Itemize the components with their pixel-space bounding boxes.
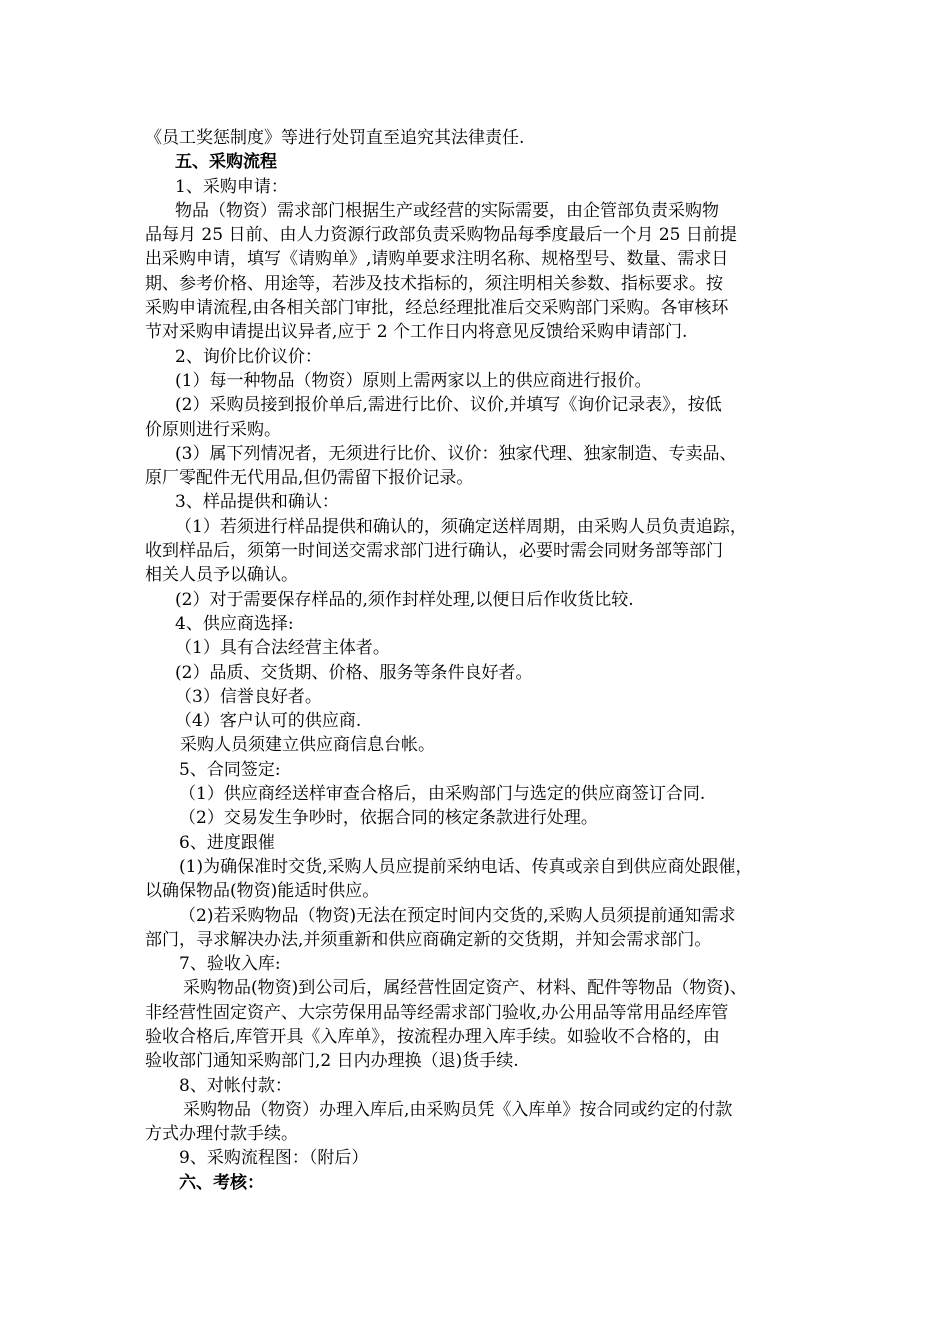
subsection-heading: 9、采购流程图：（附后） — [179, 1148, 369, 1169]
paragraph-line: 非经营性固定资产、大宗劳保用品等经需求部门验收,办公用品等常用品经库管 — [145, 1002, 729, 1023]
paragraph-line: 物品（物资）需求部门根据生产或经营的实际需要，由企管部负责采购物 — [175, 200, 719, 221]
text-line: 《员工奖惩制度》等进行处罚直至追究其法律责任. — [145, 128, 525, 148]
section-heading: 五、采购流程 — [175, 152, 277, 173]
subsection-heading: 8、对帐付款： — [179, 1075, 292, 1096]
list-item: (2）采购员接到报价单后,需进行比价、议价,并填写《询价记录表》，按低 — [175, 395, 722, 416]
list-item-continuation: 相关人员予以确认。 — [145, 565, 298, 586]
list-item: （2）交易发生争吵时，依据合同的核定条款进行处理。 — [179, 808, 598, 829]
subsection-heading: 2、询价比价议价： — [175, 346, 322, 367]
list-item: (1）每一种物品（物资）原则上需两家以上的供应商进行报价。 — [175, 370, 652, 391]
paragraph-line: 期、参考价格、用途等，若涉及技术指标的，须注明相关参数、指标要求。按 — [145, 273, 723, 294]
subsection-heading: 3、样品提供和确认： — [175, 492, 339, 513]
list-item-continuation: 以确保物品(物资)能适时供应。 — [145, 881, 380, 902]
list-item: （3）信誉良好者。 — [175, 686, 322, 707]
paragraph-line: 节对采购申请提出议异者,应于 2 个工作日内将意见反馈给采购申请部门. — [145, 322, 688, 343]
list-item: （1）供应商经送样审查合格后，由采购部门与选定的供应商签订合同. — [179, 784, 706, 805]
list-item-continuation: 价原则进行采购。 — [145, 419, 281, 440]
subsection-heading: 5、合同签定: — [179, 759, 281, 780]
section-heading: 六、考核： — [179, 1172, 264, 1193]
text-line: 采购人员须建立供应商信息台帐。 — [180, 735, 435, 756]
list-item-continuation: 收到样品后，须第一时间送交需求部门进行确认，必要时需会同财务部等部门 — [145, 541, 723, 562]
list-item: （4）客户认可的供应商. — [175, 711, 362, 732]
paragraph-line: 验收部门通知采购部门,2 日内办理换（退)货手续. — [145, 1051, 519, 1072]
subsection-heading: 6、进度跟催 — [179, 832, 275, 853]
list-item: （1）具有合法经营主体者。 — [175, 638, 390, 659]
list-item: (2）品质、交货期、价格、服务等条件良好者。 — [175, 662, 533, 683]
paragraph-line: 出采购申请，填写《请购单》,请购单要求注明名称、规格型号、数量、需求日 — [145, 249, 729, 270]
paragraph-line: 方式办理付款手续。 — [145, 1124, 298, 1145]
list-item: （2)若采购物品（物资)无法在预定时间内交货的,采购人员须提前通知需求 — [179, 905, 736, 926]
list-item-continuation: 部门，寻求解决办法,并须重新和供应商确定新的交货期，并知会需求部门。 — [145, 929, 712, 950]
subsection-heading: 7、验收入库: — [179, 954, 281, 975]
paragraph-line: 采购物品（物资）办理入库后,由采购员凭《入库单》按合同或约定的付款 — [183, 1099, 733, 1120]
list-item: (3）属下列情况者，无须进行比价、议价：独家代理、独家制造、专卖品、 — [175, 443, 737, 464]
list-item: (2）对于需要保存样品的,须作封样处理,以便日后作收货比较. — [175, 589, 634, 610]
list-item: (1)为确保准时交货,采购人员应提前采纳电话、传真或亲自到供应商处跟催， — [179, 856, 753, 877]
subsection-heading: 1、采购申请： — [175, 176, 288, 197]
list-item-continuation: 原厂零配件无代用品,但仍需留下报价记录。 — [145, 468, 474, 489]
paragraph-line: 验收合格后,库管开具《入库单》，按流程办理入库手续。如验收不合格的，由 — [145, 1026, 720, 1047]
list-item: （1）若须进行样品提供和确认的，须确定送样周期，由采购人员负责追踪， — [175, 516, 747, 537]
paragraph-line: 品每月 25 日前、由人力资源行政部负责采购物品每季度最后一个月 25 日前提 — [145, 225, 737, 246]
subsection-heading: 4、供应商选择: — [175, 613, 294, 634]
paragraph-line: 采购物品(物资)到公司后，属经营性固定资产、材料、配件等物品（物资)、 — [183, 978, 747, 999]
document-body — [145, 126, 815, 1195]
paragraph-line: 采购申请流程,由各相关部门审批，经总经理批准后交采购部门采购。各审核环 — [145, 298, 729, 319]
